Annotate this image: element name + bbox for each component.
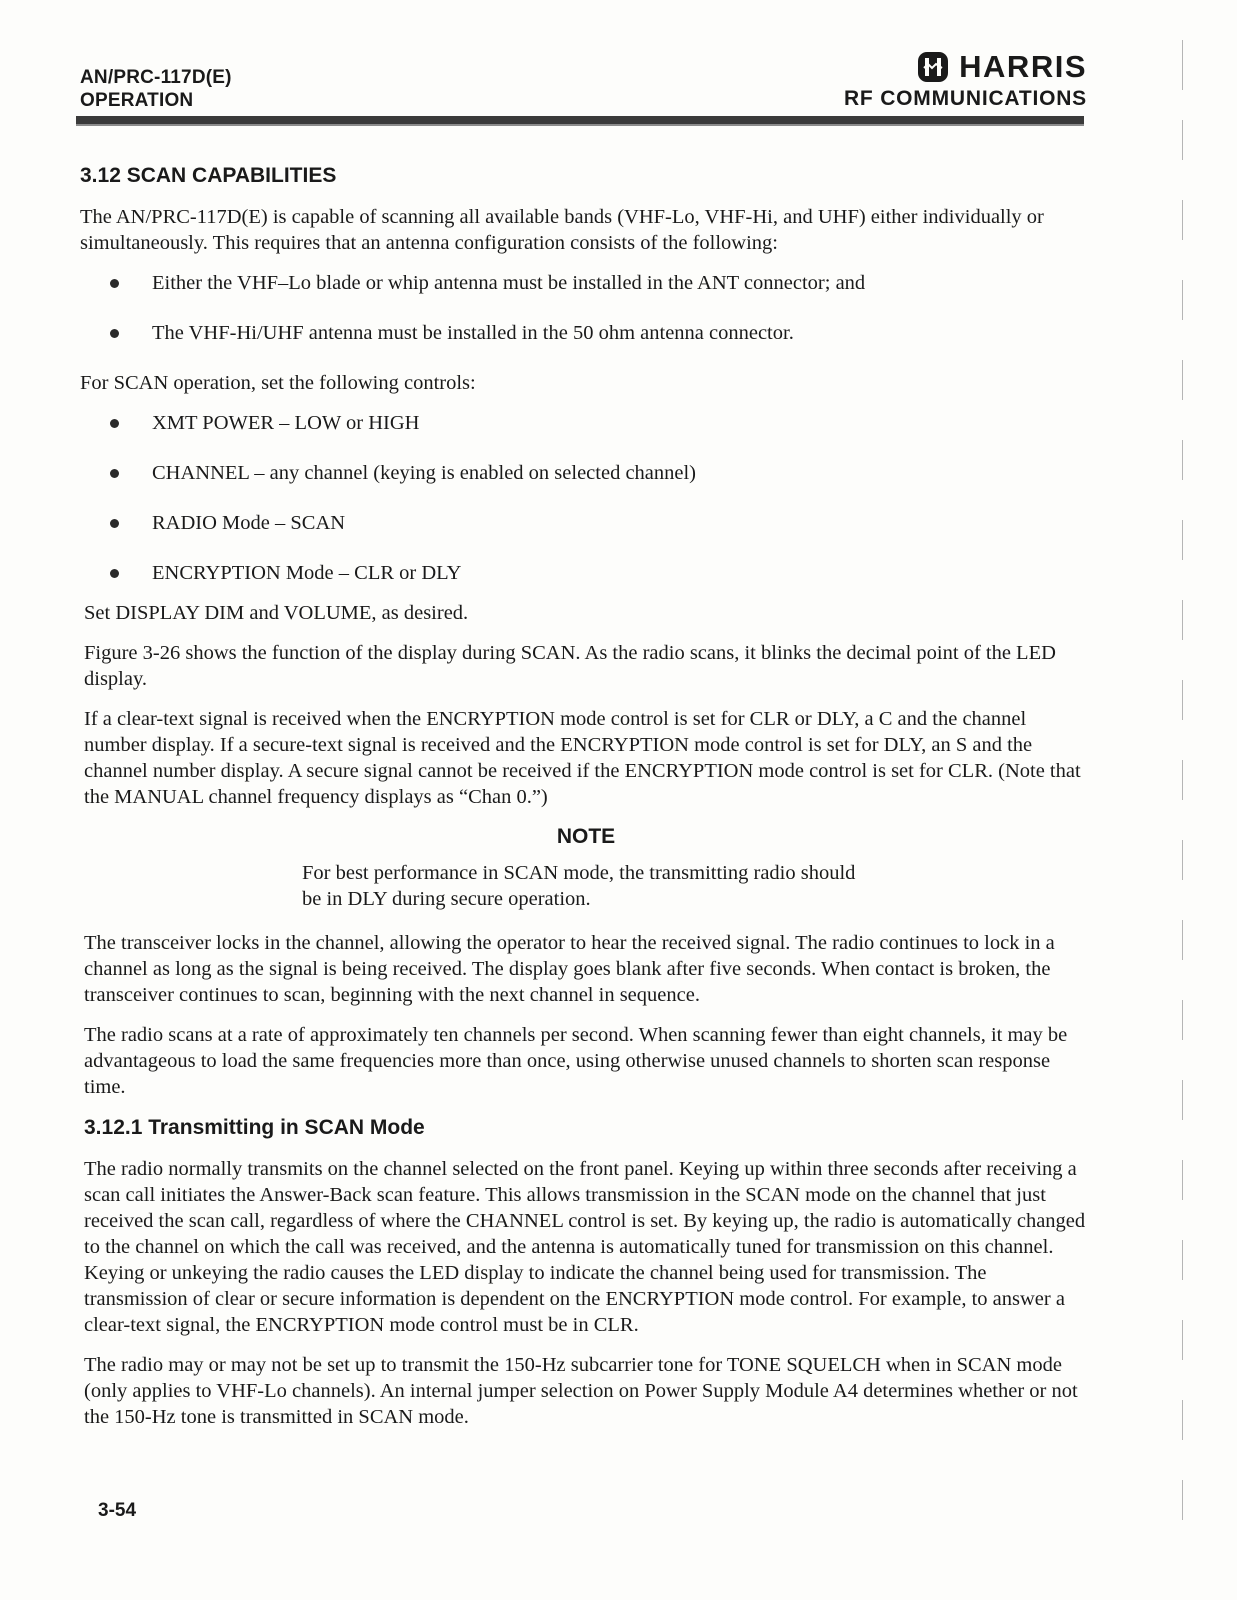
list-item: Either the VHF–Lo blade or whip antenna must be installed in the ANT connector; and (80, 270, 1092, 296)
document-header-left (80, 66, 232, 112)
section-title: 3.12 SCAN CAPABILITIES (80, 164, 337, 187)
margin-mark (1182, 1240, 1183, 1280)
paragraph-display-dim: Set DISPLAY DIM and VOLUME, as desired. (84, 602, 469, 624)
bullet-icon (110, 279, 119, 288)
doc-title: AN/PRC-117D(E) (80, 67, 232, 88)
margin-mark (1182, 1080, 1183, 1120)
controls-intro: For SCAN operation, set the following controls: (80, 372, 476, 394)
harris-logo-icon (917, 51, 949, 83)
paragraph-channel-lock: The transceiver locks in the channel, allowing the operator to hear the received signal. The radio continues to lock in a channel as long as the signal is being received. The display goes blank after five seconds. When contact is broken, the transceiver continues to scan, beginning with the next channel in sequence. (84, 932, 1055, 1006)
bullet-icon (110, 419, 119, 428)
doc-section: OPERATION (80, 90, 194, 111)
list-item: CHANNEL – any channel (keying is enabled on selected channel) (80, 460, 1092, 486)
margin-mark (1182, 760, 1183, 800)
bullet-icon (110, 569, 119, 578)
bullet-icon (110, 519, 119, 528)
subsection-title: 3.12.1 Transmitting in SCAN Mode (84, 1116, 425, 1139)
page-number: 3-54 (98, 1500, 137, 1521)
antenna-list (80, 270, 1092, 346)
margin-mark (1182, 600, 1183, 640)
list-item: ENCRYPTION Mode – CLR or DLY (80, 560, 1092, 586)
document-header-right (844, 50, 1087, 112)
paragraph-clear-text: If a clear-text signal is received when the ENCRYPTION mode control is set for CLR or DLY, a C and the channel number display. If a secure-text signal is received and the ENCRYPTION mode control is set for DLY, an S and the channel number display. A secure signal cannot be received if the ENCRYPTION mode control is set for CLR. (Note that the MANUAL channel frequency displays as “Chan 0.”) (84, 708, 1081, 808)
list-item: XMT POWER – LOW or HIGH (80, 410, 1092, 436)
paragraph-transmit: The radio normally transmits on the channel selected on the front panel. Keying up within three seconds after receiving a scan call initiates the Answer-Back scan feature. This allows transmission in the SCAN mode on the channel that just received the scan call, regardless of where the CHANNEL control is set. By keying up, the radio is automatically changed to the channel on which the call was received, and the antenna is automatically tuned for transmission on this channel. Keying or unkeying the radio causes the LED display to indicate the channel being used for transmission. The transmission of clear or secure information is dependent on the ENCRYPTION mode control. For example, to answer a clear-text signal, the ENCRYPTION mode control must be in CLR. (84, 1158, 1086, 1336)
paragraph-tone-squelch: The radio may or may not be set up to transmit the 150-Hz subcarrier tone for TONE SQUELCH when in SCAN mode (only applies to VHF-Lo channels). An internal jumper selection on Power Supply Module A4 determines whether or not the 150-Hz tone is transmitted in SCAN mode. (84, 1354, 1078, 1428)
margin-mark (1182, 680, 1183, 720)
margin-mark (1182, 920, 1183, 960)
paragraph-figure-ref: Figure 3-26 shows the function of the display during SCAN. As the radio scans, it blinks the decimal point of the LED display. (84, 642, 1056, 690)
margin-mark (1182, 1160, 1183, 1200)
margin-mark (1182, 360, 1183, 400)
margin-mark (1182, 840, 1183, 880)
margin-mark (1182, 1400, 1183, 1440)
margin-mark (1182, 120, 1183, 160)
brand-subtitle: RF COMMUNICATIONS (843, 87, 1087, 110)
brand-name: HARRIS (959, 49, 1087, 84)
list-item: The VHF-Hi/UHF antenna must be installed in the 50 ohm antenna connector. (80, 320, 1092, 346)
margin-mark (1182, 520, 1183, 560)
note-text: For best performance in SCAN mode, the transmitting radio should be in DLY during secure operation. (302, 862, 856, 910)
note-title: NOTE (556, 825, 616, 848)
header-rule (76, 116, 1084, 126)
margin-mark (1182, 1320, 1183, 1360)
margin-mark (1182, 1000, 1183, 1040)
page-content (80, 162, 1092, 1444)
bullet-icon (110, 469, 119, 478)
margin-mark (1182, 440, 1183, 480)
margin-mark (1182, 40, 1183, 90)
paragraph-scan-rate: The radio scans at a rate of approximately ten channels per second. When scanning fewer than eight channels, it may be advantageous to load the same frequencies more than once, using otherwise unused channels to shorten scan response time. (84, 1024, 1068, 1098)
bullet-icon (110, 329, 119, 338)
list-item: RADIO Mode – SCAN (80, 510, 1092, 536)
margin-mark (1182, 1480, 1183, 1520)
margin-mark (1182, 280, 1183, 320)
section-intro: The AN/PRC-117D(E) is capable of scanning all available bands (VHF-Lo, VHF-Hi, and UHF) either individually or simultaneously. This requires that an antenna configuration consists of the following: (80, 206, 1044, 254)
controls-list (80, 410, 1092, 586)
margin-mark (1182, 200, 1183, 240)
